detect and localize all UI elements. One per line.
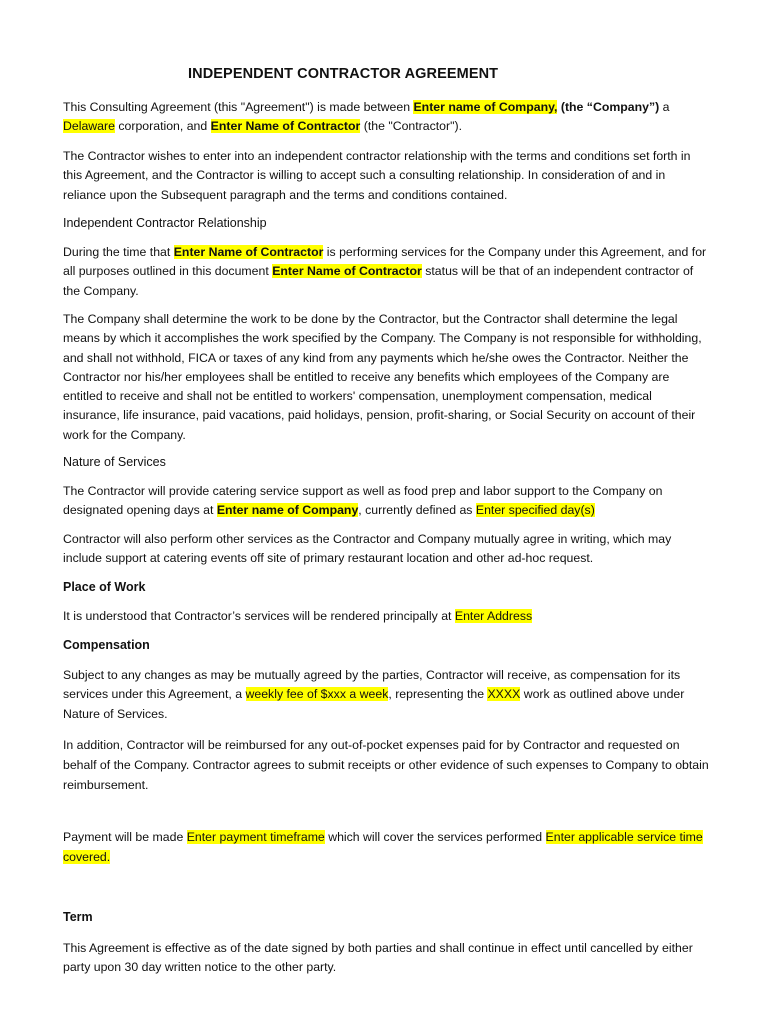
services-text: The Contractor will provide catering service support as well as food prep and labor support to the Company on designated opening days at [63, 484, 663, 518]
relationship-text: status will be that of an independent contractor of the Company. [63, 264, 694, 298]
company-name-placeholder[interactable]: Enter name of Company [216, 503, 359, 518]
weekly-fee-placeholder[interactable]: weekly fee of $xxx a week [245, 687, 389, 702]
company-name-placeholder[interactable]: Enter name of Company, [413, 100, 558, 114]
contractor-name-placeholder[interactable]: Enter Name of Contractor [173, 245, 324, 259]
intro-text: This Consulting Agreement (this "Agreement") is made between [63, 100, 414, 114]
compensation-heading: Compensation [63, 638, 150, 652]
relationship-paragraph-1 [63, 243, 711, 301]
payment-text: which will cover the services performed [324, 830, 546, 844]
compensation-text: work as outlined above under Nature of Services. [63, 687, 685, 721]
place-text: It is understood that Contractor’s services will be rendered principally at [63, 609, 455, 623]
payment-paragraph [63, 827, 711, 867]
document-title: INDEPENDENT CONTRACTOR AGREEMENT [188, 66, 499, 82]
xxxx-placeholder[interactable]: XXXX [487, 687, 521, 702]
compensation-paragraph-2: In addition, Contractor will be reimbursed for any out-of-pocket expenses paid for by Contractor and requested on behalf of the Company. Contractor agrees to submit receipts or other evidence of such expenses to Company to obtain reimbursement. [63, 738, 709, 792]
compensation-text: , representing the [388, 687, 488, 702]
contractor-name-placeholder[interactable]: Enter Name of Contractor [210, 119, 361, 134]
services-paragraph-2: Contractor will also perform other services as the Contractor and Company mutually agree in writing, which may include support at catering events off site of primary restaurant location and other ad-hoc request. [63, 532, 672, 566]
services-text: , currently defined as [358, 503, 476, 518]
intro-text: corporation, and [114, 119, 211, 134]
payment-timeframe-placeholder[interactable]: Enter payment timeframe [186, 830, 325, 844]
purpose-paragraph: The Contractor wishes to enter into an independent contractor relationship with the terms and conditions set forth in this Agreement, and the Contractor is willing to accept such a consulting relationship. In consideration of and in reliance upon the Subsequent paragraph and the terms and conditions contained. [63, 149, 691, 202]
compensation-text: Subject to any changes as may be mutually agreed by the parties, Contractor will receive, as compensation for its services under this Agreement, a [63, 668, 681, 702]
services-paragraph-1 [63, 482, 711, 521]
relationship-heading: Independent Contractor Relationship [63, 216, 267, 230]
relationship-paragraph-2: The Company shall determine the work to be done by the Contractor, but the Contractor shall determine the legal means by which it accomplishes the work specified by the Company. The Company is not responsible for withholding, and shall not withhold, FICA or taxes of any kind from any payments which he/she owes the Contractor. Neither the Contractor nor his/her employees shall be entitled to receive any benefits which employees of the Company are entitled to receive and shall not be entitled to workers' compensation, unemployment compensation, medical insurance, life insurance, paid vacations, paid holidays, pension, profit-sharing, or Social Security on account of their work for the Company. [63, 312, 702, 442]
services-heading: Nature of Services [63, 455, 166, 469]
address-placeholder[interactable]: Enter Address [454, 609, 533, 623]
intro-text: (the "Contractor"). [360, 119, 462, 134]
payment-text: Payment will be made [63, 830, 187, 844]
place-of-work-heading: Place of Work [63, 580, 146, 594]
intro-paragraph [63, 98, 711, 137]
intro-text: a [659, 100, 670, 114]
contractor-name-placeholder[interactable]: Enter Name of Contractor [272, 264, 422, 279]
place-of-work-paragraph [63, 607, 711, 626]
service-time-placeholder[interactable]: Enter applicable service time covered. [63, 830, 703, 864]
state-placeholder[interactable]: Delaware [63, 119, 115, 134]
term-paragraph: This Agreement is effective as of the date signed by both parties and shall continue in effect until cancelled by either party upon 30 day written notice to the other party. [63, 941, 693, 975]
company-defined-term: (the “Company”) [557, 100, 660, 114]
term-heading: Term [63, 910, 93, 924]
compensation-paragraph-1 [63, 666, 711, 724]
relationship-text: is performing services for the Company under this Agreement, and for all purposes outlined in this document [63, 245, 707, 279]
relationship-text: During the time that [63, 245, 174, 259]
specified-days-placeholder[interactable]: Enter specified day(s) [475, 503, 595, 518]
